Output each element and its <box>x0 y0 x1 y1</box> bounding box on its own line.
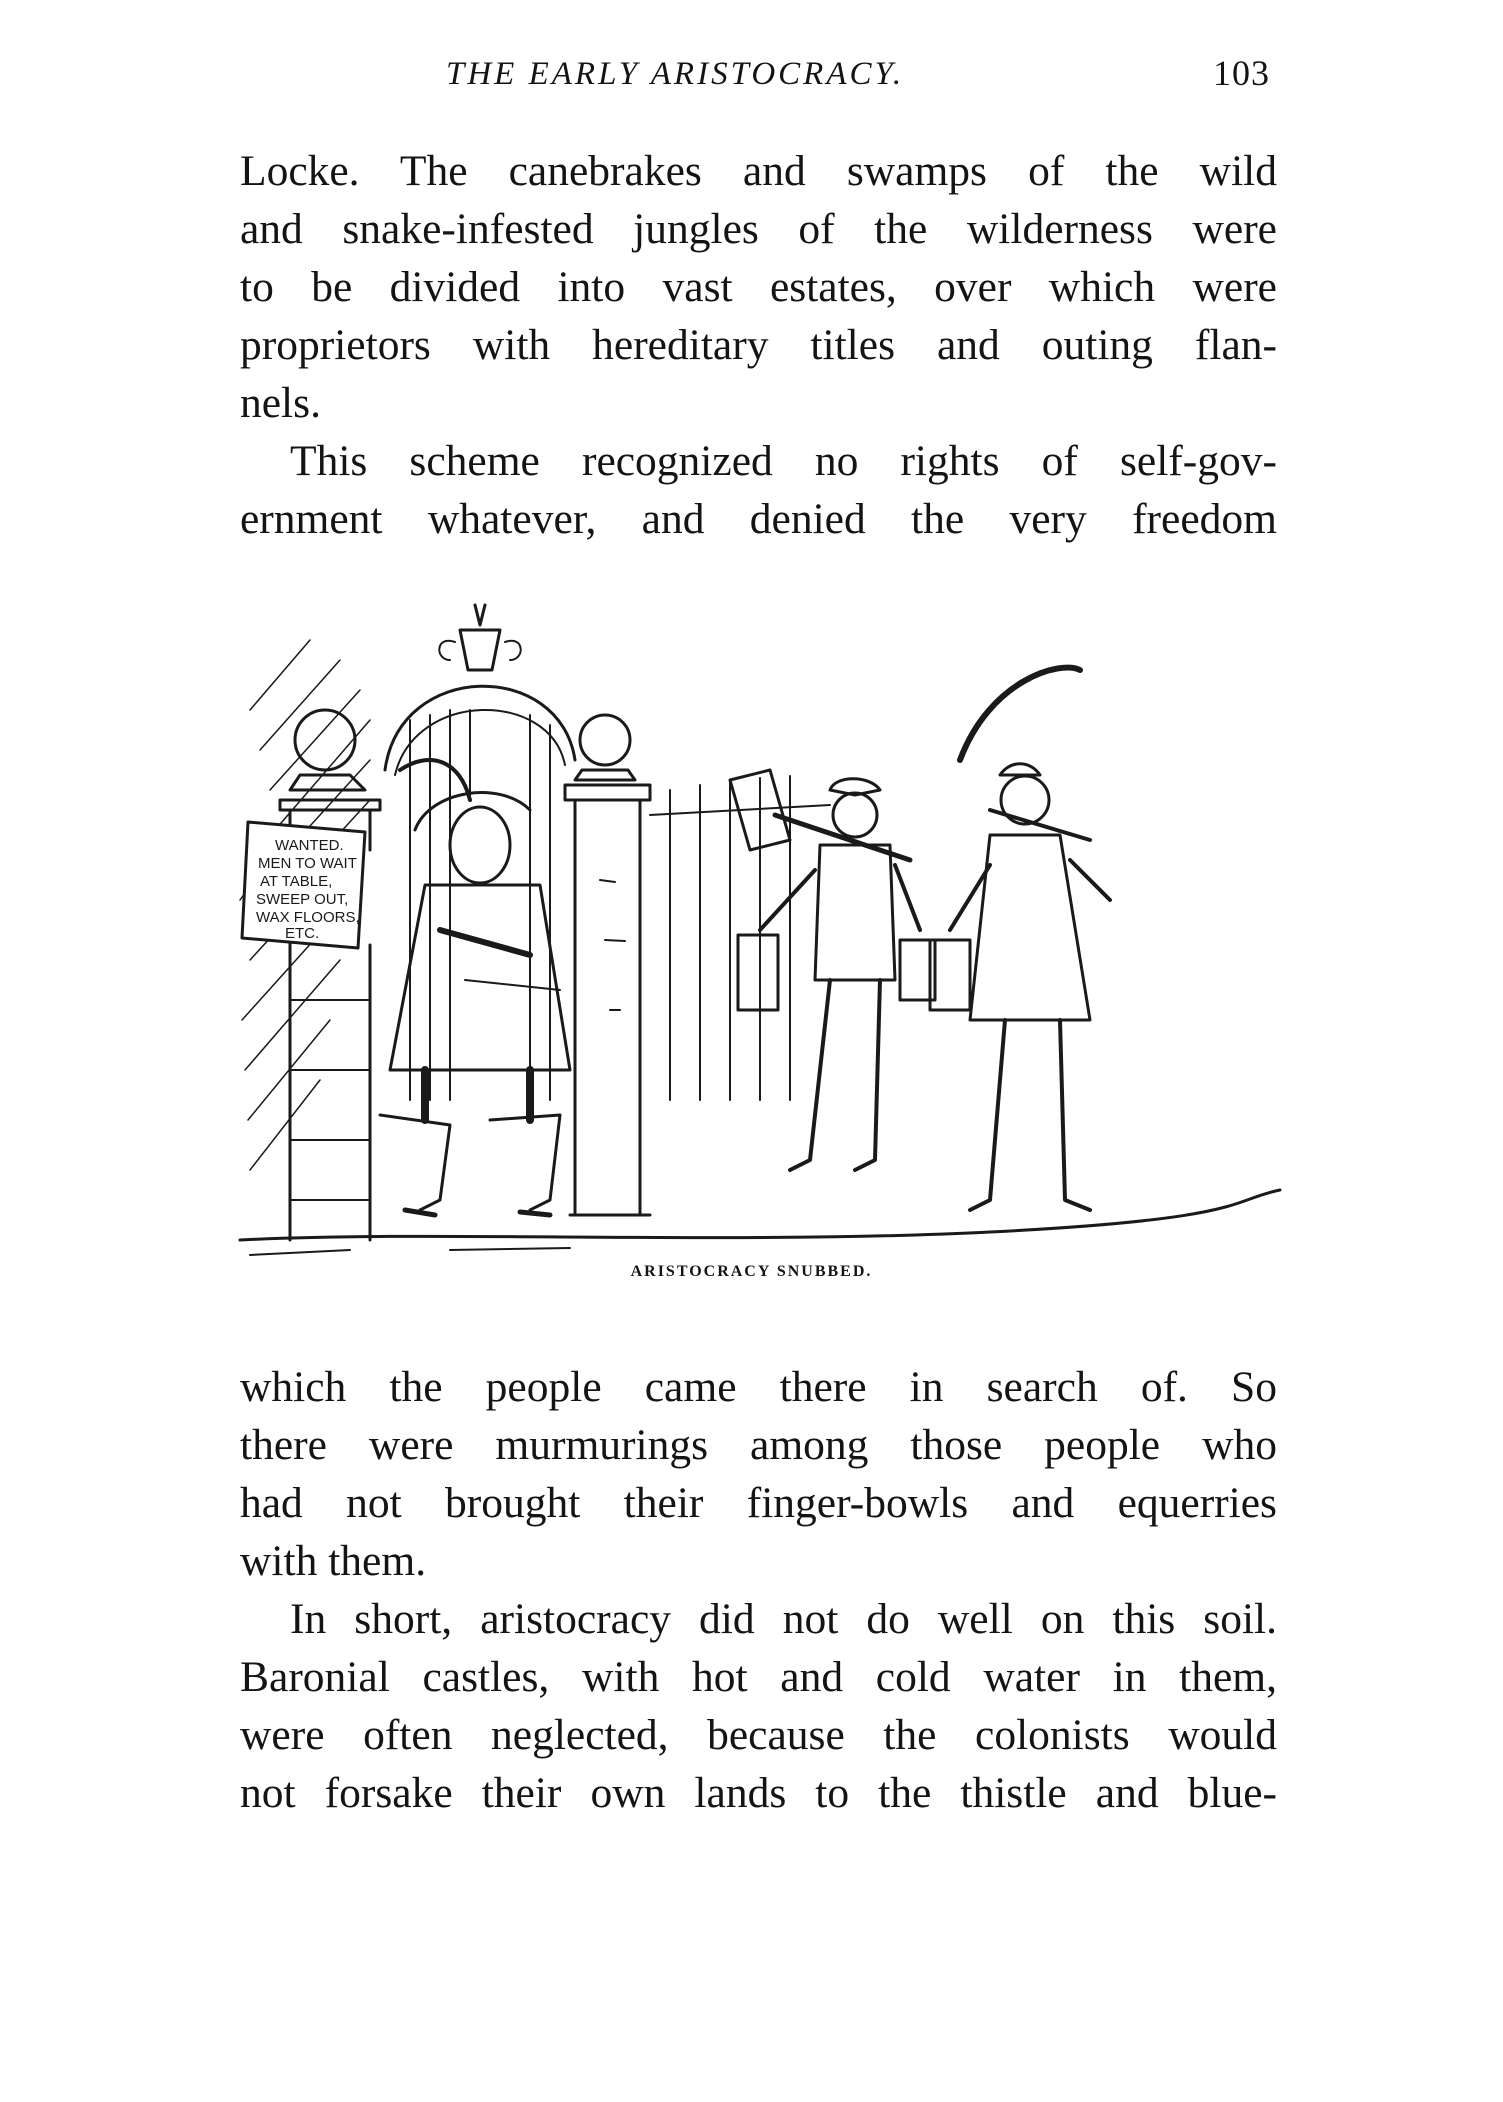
paragraph-1 <box>240 142 1277 432</box>
text-line: nels. <box>240 379 321 427</box>
text-line: were often neglected, because the colonists would <box>240 1711 1277 1759</box>
right-gate-pillar <box>565 715 650 1215</box>
text-line: proprietors with hereditary titles and outing flan- <box>240 321 1277 369</box>
text-line: Baronial castles, with hot and cold water in them, <box>240 1653 1277 1701</box>
sign-line: SWEEP OUT, <box>256 891 349 908</box>
page-number: 103 <box>1213 53 1270 93</box>
left-gate-pillar <box>280 710 380 1240</box>
text-line: with them. <box>240 1537 427 1585</box>
running-head-title: THE EARLY ARISTOCRACY. <box>446 56 905 92</box>
sign-line: MEN TO WAIT <box>258 855 357 872</box>
gate-lantern <box>439 605 520 670</box>
paragraph-2 <box>240 432 1277 548</box>
sign-line: WANTED. <box>275 837 344 854</box>
illustration-aristocracy-snubbed <box>230 600 1310 1260</box>
text-line: and snake-infested jungles of the wilderness were <box>240 205 1277 253</box>
laborer-with-pickaxe <box>930 668 1110 1210</box>
paragraph-4 <box>240 1590 1277 1822</box>
text-line: In short, aristocracy did not do well on this soil. <box>290 1595 1277 1643</box>
ground-line <box>240 1190 1280 1240</box>
text-line: to be divided into vast estates, over which were <box>240 263 1277 311</box>
text-line: not forsake their own lands to the thistle and blue- <box>240 1769 1277 1817</box>
text-line: there were murmurings among those people who <box>240 1421 1277 1469</box>
arched-gate <box>385 686 575 1100</box>
text-line: Locke. The canebrakes and swamps of the wild <box>240 147 1277 195</box>
text-line: ernment whatever, and denied the very freedom <box>240 495 1277 543</box>
paragraph-3 <box>240 1358 1277 1590</box>
text-line: This scheme recognized no rights of self-gov- <box>290 437 1277 485</box>
sign-line: ETC. <box>285 925 320 942</box>
illustration-caption: ARISTOCRACY SNUBBED. <box>630 1263 873 1280</box>
text-line: had not brought their finger-bowls and equerries <box>240 1479 1277 1527</box>
text-line: which the people came there in search of. So <box>240 1363 1277 1411</box>
sign-line: AT TABLE, <box>260 873 333 890</box>
sign-line: WAX FLOORS, <box>256 909 360 926</box>
